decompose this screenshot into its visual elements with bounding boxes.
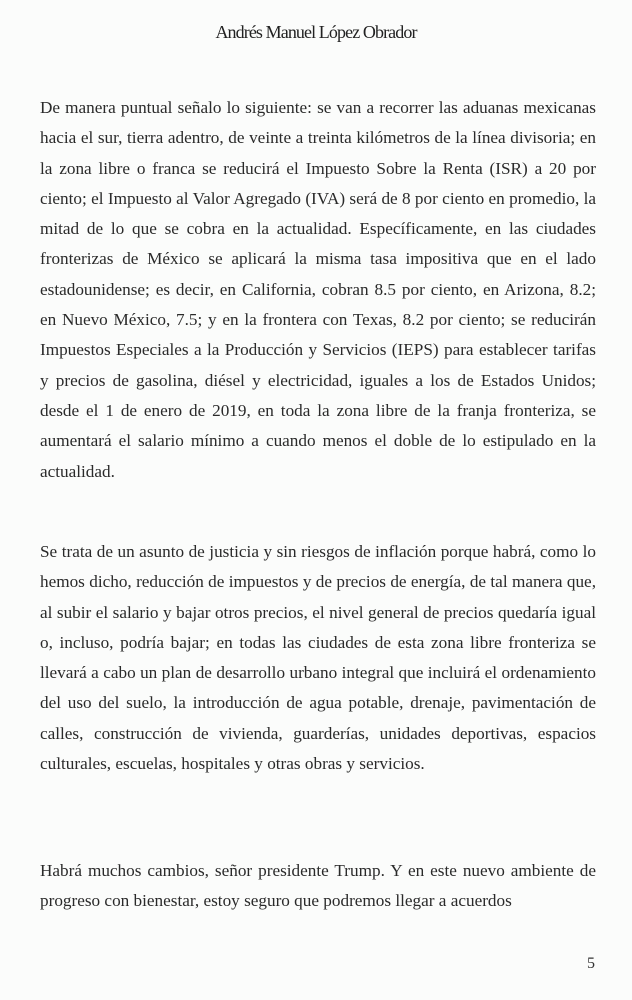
body-paragraph-1: De manera puntual señalo lo siguiente: se van a recorrer las aduanas mexicanas hacia el sur, tierra adentro, de veinte a treinta kilómetros de la línea divisoria; en la zona libre o franca se reducirá el Impuesto Sobre la Renta (ISR) a 20 por ciento; el Impuesto al Valor Agregado (IVA) será de 8 por ciento en promedio, la mitad de lo que se cobra en la actualidad. Específicamente, en las ciudades fronterizas de México se aplicará la misma tasa impositiva que en el lado estadounidense; es decir, en California, cobran 8.5 por ciento, en Arizona, 8.2; en Nuevo México, 7.5; y en la frontera con Texas, 8.2 por ciento; se reducirán Impuestos Especiales a la Producción y Servicios (IEPS) para establecer tarifas y precios de gasolina, diésel y electricidad, iguales a los de Estados Unidos; desde el 1 de enero de 2019, en toda la zona libre de la franja fronteriza, se aumentará el salario mínimo a cuando menos el doble de lo estipulado en la actualidad. (40, 98, 596, 481)
page-number: 5 (587, 955, 595, 972)
body-paragraph-3: Habrá muchos cambios, señor presidente Trump. Y en este nuevo ambiente de progreso con bienestar, estoy seguro que podremos llegar a acuerdos (40, 861, 596, 911)
page-header-author: Andrés Manuel López Obrador (215, 22, 417, 42)
body-paragraph-2: Se trata de un asunto de justicia y sin riesgos de inflación porque habrá, como lo hemos dicho, reducción de impuestos y de precios de energía, de tal manera que, al subir el salario y bajar otros precios, el nivel general de precios quedaría igual o, incluso, podría bajar; en todas las ciudades de esta zona libre fronteriza se llevará a cabo un plan de desarrollo urbano integral que incluirá el ordenamiento del uso del suelo, la introducción de agua potable, drenaje, pavimentación de calles, construcción de vivienda, guarderías, unidades deportivas, espacios culturales, escuelas, hospitales y otras obras y servicios. (40, 542, 596, 774)
